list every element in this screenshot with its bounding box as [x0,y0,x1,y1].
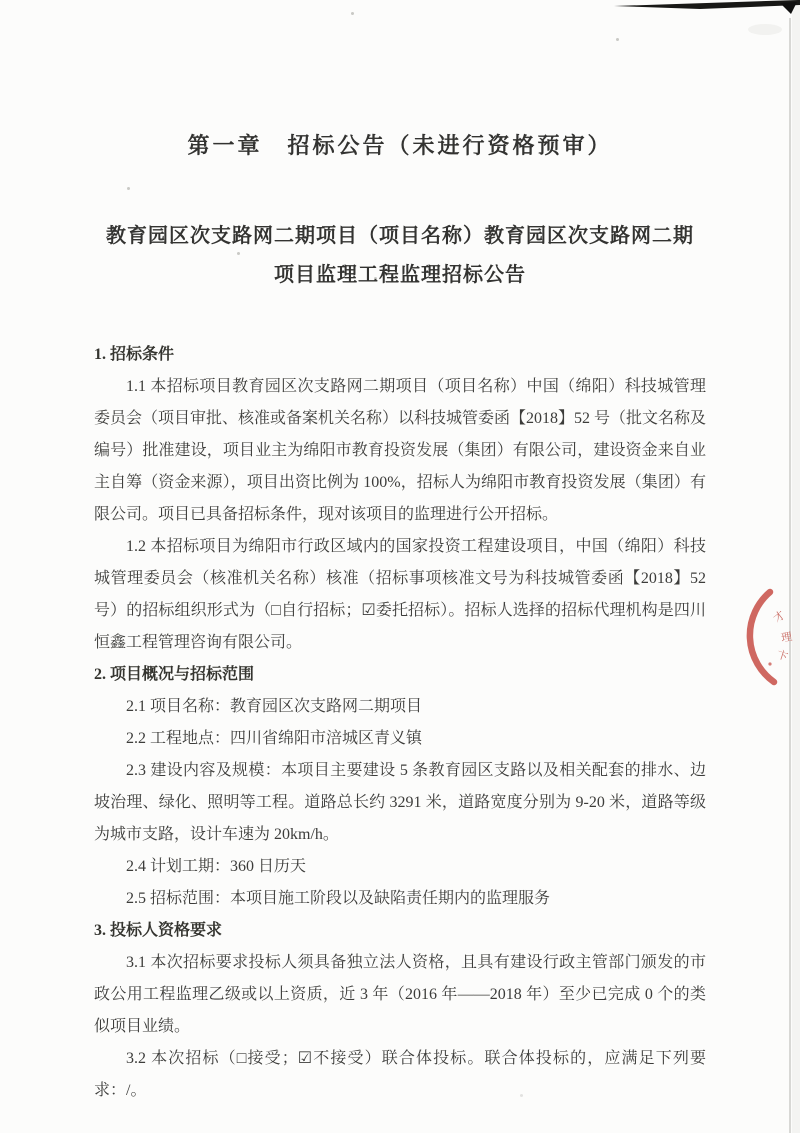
paragraph-3-1: 3.1 本次招标要求投标人须具备独立法人资格，且具有建设行政主管部门颁发的市政公用工程监理乙级或以上资质，近 3 年（2016 年——2018 年）至少已完成 0 个的类似项目业绩。 [94,954,706,1035]
scan-speck [351,12,354,15]
project-title-line1: 教育园区次支路网二期项目（项目名称）教育园区次支路网二期 [106,225,694,247]
section-1-heading: 1. 招标条件 [94,346,175,363]
paragraph-2-1: 2.1 项目名称：教育园区次支路网二期项目 [126,698,423,715]
seal-character: 理 [780,631,794,645]
paragraph-3-2: 3.2 本次招标（□接受；☑不接受）联合体投标。联合体投标的，应满足下列要求：/。 [94,1050,706,1099]
seal-character: 卞 [775,648,790,664]
paragraph-1-1: 1.1 本招标项目教育园区次支路网二期项目（项目名称）中国（绵阳）科技城管理委员会（项目审批、核准或备案机关名称）以科技城管委函【2018】52 号（批文名称及编号）批准建设，项目业主为绵阳市教育投资发展（集团）有限公司，建设资金来自业主自筹（资金来源），项目出资比例为 100%，招标人为绵阳市教育投资发展（集团）有限公司。项目已具备招标条件，现对该项目的监理进行公开招标。 [94,378,707,523]
scan-speck [127,187,130,190]
section-3-heading: 3. 投标人资格要求 [94,922,223,939]
paragraph-2-4: 2.4 计划工期：360 日历天 [126,858,307,875]
chapter-title: 第一章 招标公告（未进行资格预审） [187,133,613,158]
scan-corner-artifact [600,0,800,18]
paragraph-1-2: 1.2 本招标项目为绵阳市行政区域内的国家投资工程建设项目，中国（绵阳）科技城管理委员会（核准机关名称）核准（招标事项核准文号为科技城管委函【2018】52 号）的招标组织形式为（□自行招标；☑委托招标）。招标人选择的招标代理机构是四川恒鑫工程管理咨询有限公司。 [94,538,706,651]
section-2-heading: 2. 项目概况与招标范围 [94,666,255,683]
paper-edge-strip [792,0,800,1133]
paragraph-2-2: 2.2 工程地点：四川省绵阳市涪城区青义镇 [126,730,423,747]
document-body [94,339,706,1107]
paragraph-2-3: 2.3 建设内容及规模：本项目主要建设 5 条教育园区支路以及相关配套的排水、边坡治理、绿化、照明等工程。道路总长约 3291 米，道路宽度分别为 9-20 米，道路等级为城市支路，设计车速为 20km/h。 [94,762,706,843]
scan-smudge [748,24,782,35]
project-title-line2: 项目监理工程监理招标公告 [274,264,526,286]
seal-character: 才 [771,609,788,626]
paragraph-2-5: 2.5 招标范围：本项目施工阶段以及缺陷责任期内的监理服务 [126,890,551,907]
scan-speck [616,38,619,41]
scan-speck [237,252,240,255]
red-seal-stamp [730,572,800,702]
